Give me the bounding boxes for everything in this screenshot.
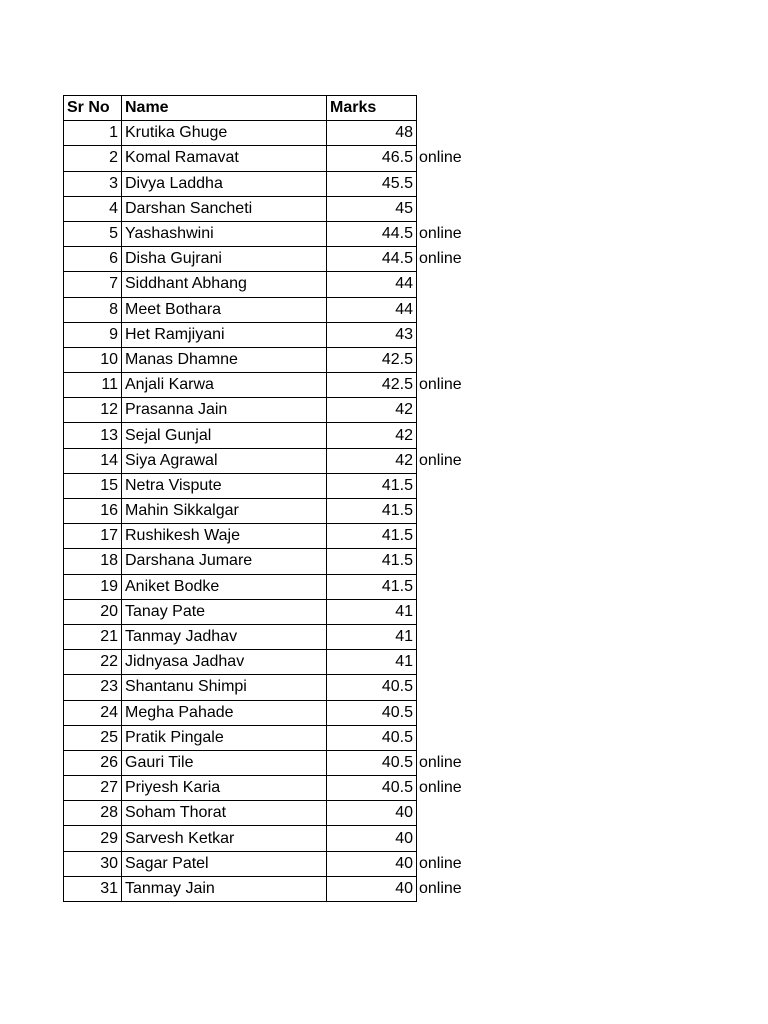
sr-no-cell: 19 (64, 574, 122, 599)
table-row (64, 700, 487, 725)
marks-cell: 45.5 (327, 171, 417, 196)
marks-cell: 44 (327, 272, 417, 297)
mode-cell (417, 499, 487, 524)
mode-cell (417, 700, 487, 725)
name-cell: Sagar Patel (122, 851, 327, 876)
name-cell: Yashashwini (122, 221, 327, 246)
mode-cell (417, 826, 487, 851)
marks-cell: 42 (327, 423, 417, 448)
mode-cell (417, 801, 487, 826)
table-row (64, 499, 487, 524)
table-row (64, 574, 487, 599)
mode-cell: online (419, 149, 462, 167)
marks-cell: 41.5 (327, 574, 417, 599)
name-cell: Tanay Pate (122, 599, 327, 624)
mode-cell: online (419, 250, 462, 268)
mode-cell (417, 272, 487, 297)
name-cell: Anjali Karwa (122, 373, 327, 398)
table-row (64, 247, 487, 272)
table-row (64, 524, 487, 549)
table-body (64, 121, 487, 902)
table-row (64, 322, 487, 347)
marks-cell: 40 (327, 851, 417, 876)
marks-cell: 46.5 (327, 146, 417, 171)
name-cell: Prasanna Jain (122, 398, 327, 423)
mode-cell (417, 473, 487, 498)
name-cell: Disha Gujrani (122, 247, 327, 272)
sr-no-cell: 18 (64, 549, 122, 574)
marks-cell: 40.5 (327, 750, 417, 775)
table-row (64, 650, 487, 675)
sr-no-cell: 22 (64, 650, 122, 675)
table-row (64, 121, 487, 146)
mode-cell: online (419, 779, 462, 797)
sr-no-cell: 26 (64, 750, 122, 775)
mode-cell: online (419, 879, 462, 897)
mode-cell: online (419, 225, 462, 243)
mode-cell: online (419, 753, 462, 771)
name-cell: Aniket Bodke (122, 574, 327, 599)
marks-cell: 43 (327, 322, 417, 347)
table-row (64, 599, 487, 624)
sr-no-cell: 29 (64, 826, 122, 851)
table-row (64, 196, 487, 221)
name-cell: Manas Dhamne (122, 347, 327, 372)
table-row (64, 272, 487, 297)
sr-no-cell: 25 (64, 725, 122, 750)
marks-cell: 40.5 (327, 700, 417, 725)
table-row (64, 876, 487, 901)
name-cell: Krutika Ghuge (122, 121, 327, 146)
mode-cell (417, 549, 487, 574)
name-cell: Het Ramjiyani (122, 322, 327, 347)
marks-cell: 41.5 (327, 473, 417, 498)
table-row (64, 624, 487, 649)
marks-cell: 40 (327, 826, 417, 851)
table-row (64, 675, 487, 700)
sr-no-cell: 14 (64, 448, 122, 473)
mode-cell (417, 599, 487, 624)
sr-no-cell: 8 (64, 297, 122, 322)
mode-cell (417, 398, 487, 423)
name-cell: Shantanu Shimpi (122, 675, 327, 700)
marks-cell: 44.5 (327, 247, 417, 272)
table-row (64, 171, 487, 196)
marks-cell: 45 (327, 196, 417, 221)
marks-cell: 41 (327, 624, 417, 649)
marks-cell: 41 (327, 599, 417, 624)
sr-no-cell: 1 (64, 121, 122, 146)
marks-cell: 42 (327, 398, 417, 423)
sr-no-cell: 15 (64, 473, 122, 498)
table-row (64, 347, 487, 372)
mode-cell (417, 171, 487, 196)
table-row (64, 776, 487, 801)
sr-no-cell: 3 (64, 171, 122, 196)
sr-no-cell: 12 (64, 398, 122, 423)
header-row (64, 96, 487, 121)
sr-no-cell: 7 (64, 272, 122, 297)
marks-cell: 42.5 (327, 373, 417, 398)
table-row (64, 851, 487, 876)
mode-cell (417, 121, 487, 146)
marks-cell: 40.5 (327, 725, 417, 750)
name-cell: Priyesh Karia (122, 776, 327, 801)
table-row (64, 423, 487, 448)
marks-cell: 42.5 (327, 347, 417, 372)
mode-cell (417, 347, 487, 372)
marks-sheet (63, 95, 487, 902)
table-row (64, 725, 487, 750)
mode-cell (417, 650, 487, 675)
sr-no-cell: 5 (64, 221, 122, 246)
sr-no-cell: 13 (64, 423, 122, 448)
mode-cell (417, 196, 487, 221)
name-cell: Tanmay Jadhav (122, 624, 327, 649)
name-cell: Megha Pahade (122, 700, 327, 725)
table-row (64, 146, 487, 171)
sr-no-cell: 10 (64, 347, 122, 372)
table-row (64, 801, 487, 826)
header-name: Name (122, 96, 327, 121)
sr-no-cell: 28 (64, 801, 122, 826)
name-cell: Rushikesh Waje (122, 524, 327, 549)
mode-cell: online (419, 451, 462, 469)
name-cell: Sejal Gunjal (122, 423, 327, 448)
name-cell: Gauri Tile (122, 750, 327, 775)
name-cell: Mahin Sikkalgar (122, 499, 327, 524)
name-cell: Siddhant Abhang (122, 272, 327, 297)
header-marks: Marks (327, 96, 417, 121)
header-mode-empty (417, 96, 487, 121)
marks-cell: 40.5 (327, 776, 417, 801)
sr-no-cell: 2 (64, 146, 122, 171)
name-cell: Darshana Jumare (122, 549, 327, 574)
sr-no-cell: 17 (64, 524, 122, 549)
name-cell: Pratik Pingale (122, 725, 327, 750)
table-row (64, 373, 487, 398)
marks-cell: 40 (327, 801, 417, 826)
table-row (64, 549, 487, 574)
table-row (64, 826, 487, 851)
table-row (64, 473, 487, 498)
sr-no-cell: 21 (64, 624, 122, 649)
name-cell: Soham Thorat (122, 801, 327, 826)
mode-cell (417, 297, 487, 322)
header-sr-no: Sr No (64, 96, 122, 121)
mode-cell (417, 423, 487, 448)
mode-cell: online (419, 854, 462, 872)
name-cell: Meet Bothara (122, 297, 327, 322)
table-row (64, 750, 487, 775)
sr-no-cell: 23 (64, 675, 122, 700)
sr-no-cell: 9 (64, 322, 122, 347)
sr-no-cell: 4 (64, 196, 122, 221)
mode-cell: online (419, 376, 462, 394)
name-cell: Komal Ramavat (122, 146, 327, 171)
name-cell: Divya Laddha (122, 171, 327, 196)
mode-cell (417, 725, 487, 750)
name-cell: Netra Vispute (122, 473, 327, 498)
marks-cell: 41.5 (327, 499, 417, 524)
marks-cell: 41 (327, 650, 417, 675)
sr-no-cell: 30 (64, 851, 122, 876)
name-cell: Siya Agrawal (122, 448, 327, 473)
marks-cell: 41.5 (327, 524, 417, 549)
mode-cell (417, 675, 487, 700)
table-row (64, 448, 487, 473)
table-row (64, 398, 487, 423)
mode-cell (417, 322, 487, 347)
marks-cell: 44 (327, 297, 417, 322)
sr-no-cell: 20 (64, 599, 122, 624)
marks-cell: 48 (327, 121, 417, 146)
table-row (64, 221, 487, 246)
name-cell: Jidnyasa Jadhav (122, 650, 327, 675)
sr-no-cell: 11 (64, 373, 122, 398)
marks-cell: 42 (327, 448, 417, 473)
sr-no-cell: 27 (64, 776, 122, 801)
marks-cell: 44.5 (327, 221, 417, 246)
marks-cell: 40 (327, 876, 417, 901)
mode-cell (417, 524, 487, 549)
sr-no-cell: 31 (64, 876, 122, 901)
name-cell: Tanmay Jain (122, 876, 327, 901)
sr-no-cell: 6 (64, 247, 122, 272)
table-row (64, 297, 487, 322)
marks-cell: 41.5 (327, 549, 417, 574)
mode-cell (417, 624, 487, 649)
marks-table (63, 95, 487, 902)
mode-cell (417, 574, 487, 599)
name-cell: Sarvesh Ketkar (122, 826, 327, 851)
sr-no-cell: 24 (64, 700, 122, 725)
name-cell: Darshan Sancheti (122, 196, 327, 221)
marks-cell: 40.5 (327, 675, 417, 700)
sr-no-cell: 16 (64, 499, 122, 524)
